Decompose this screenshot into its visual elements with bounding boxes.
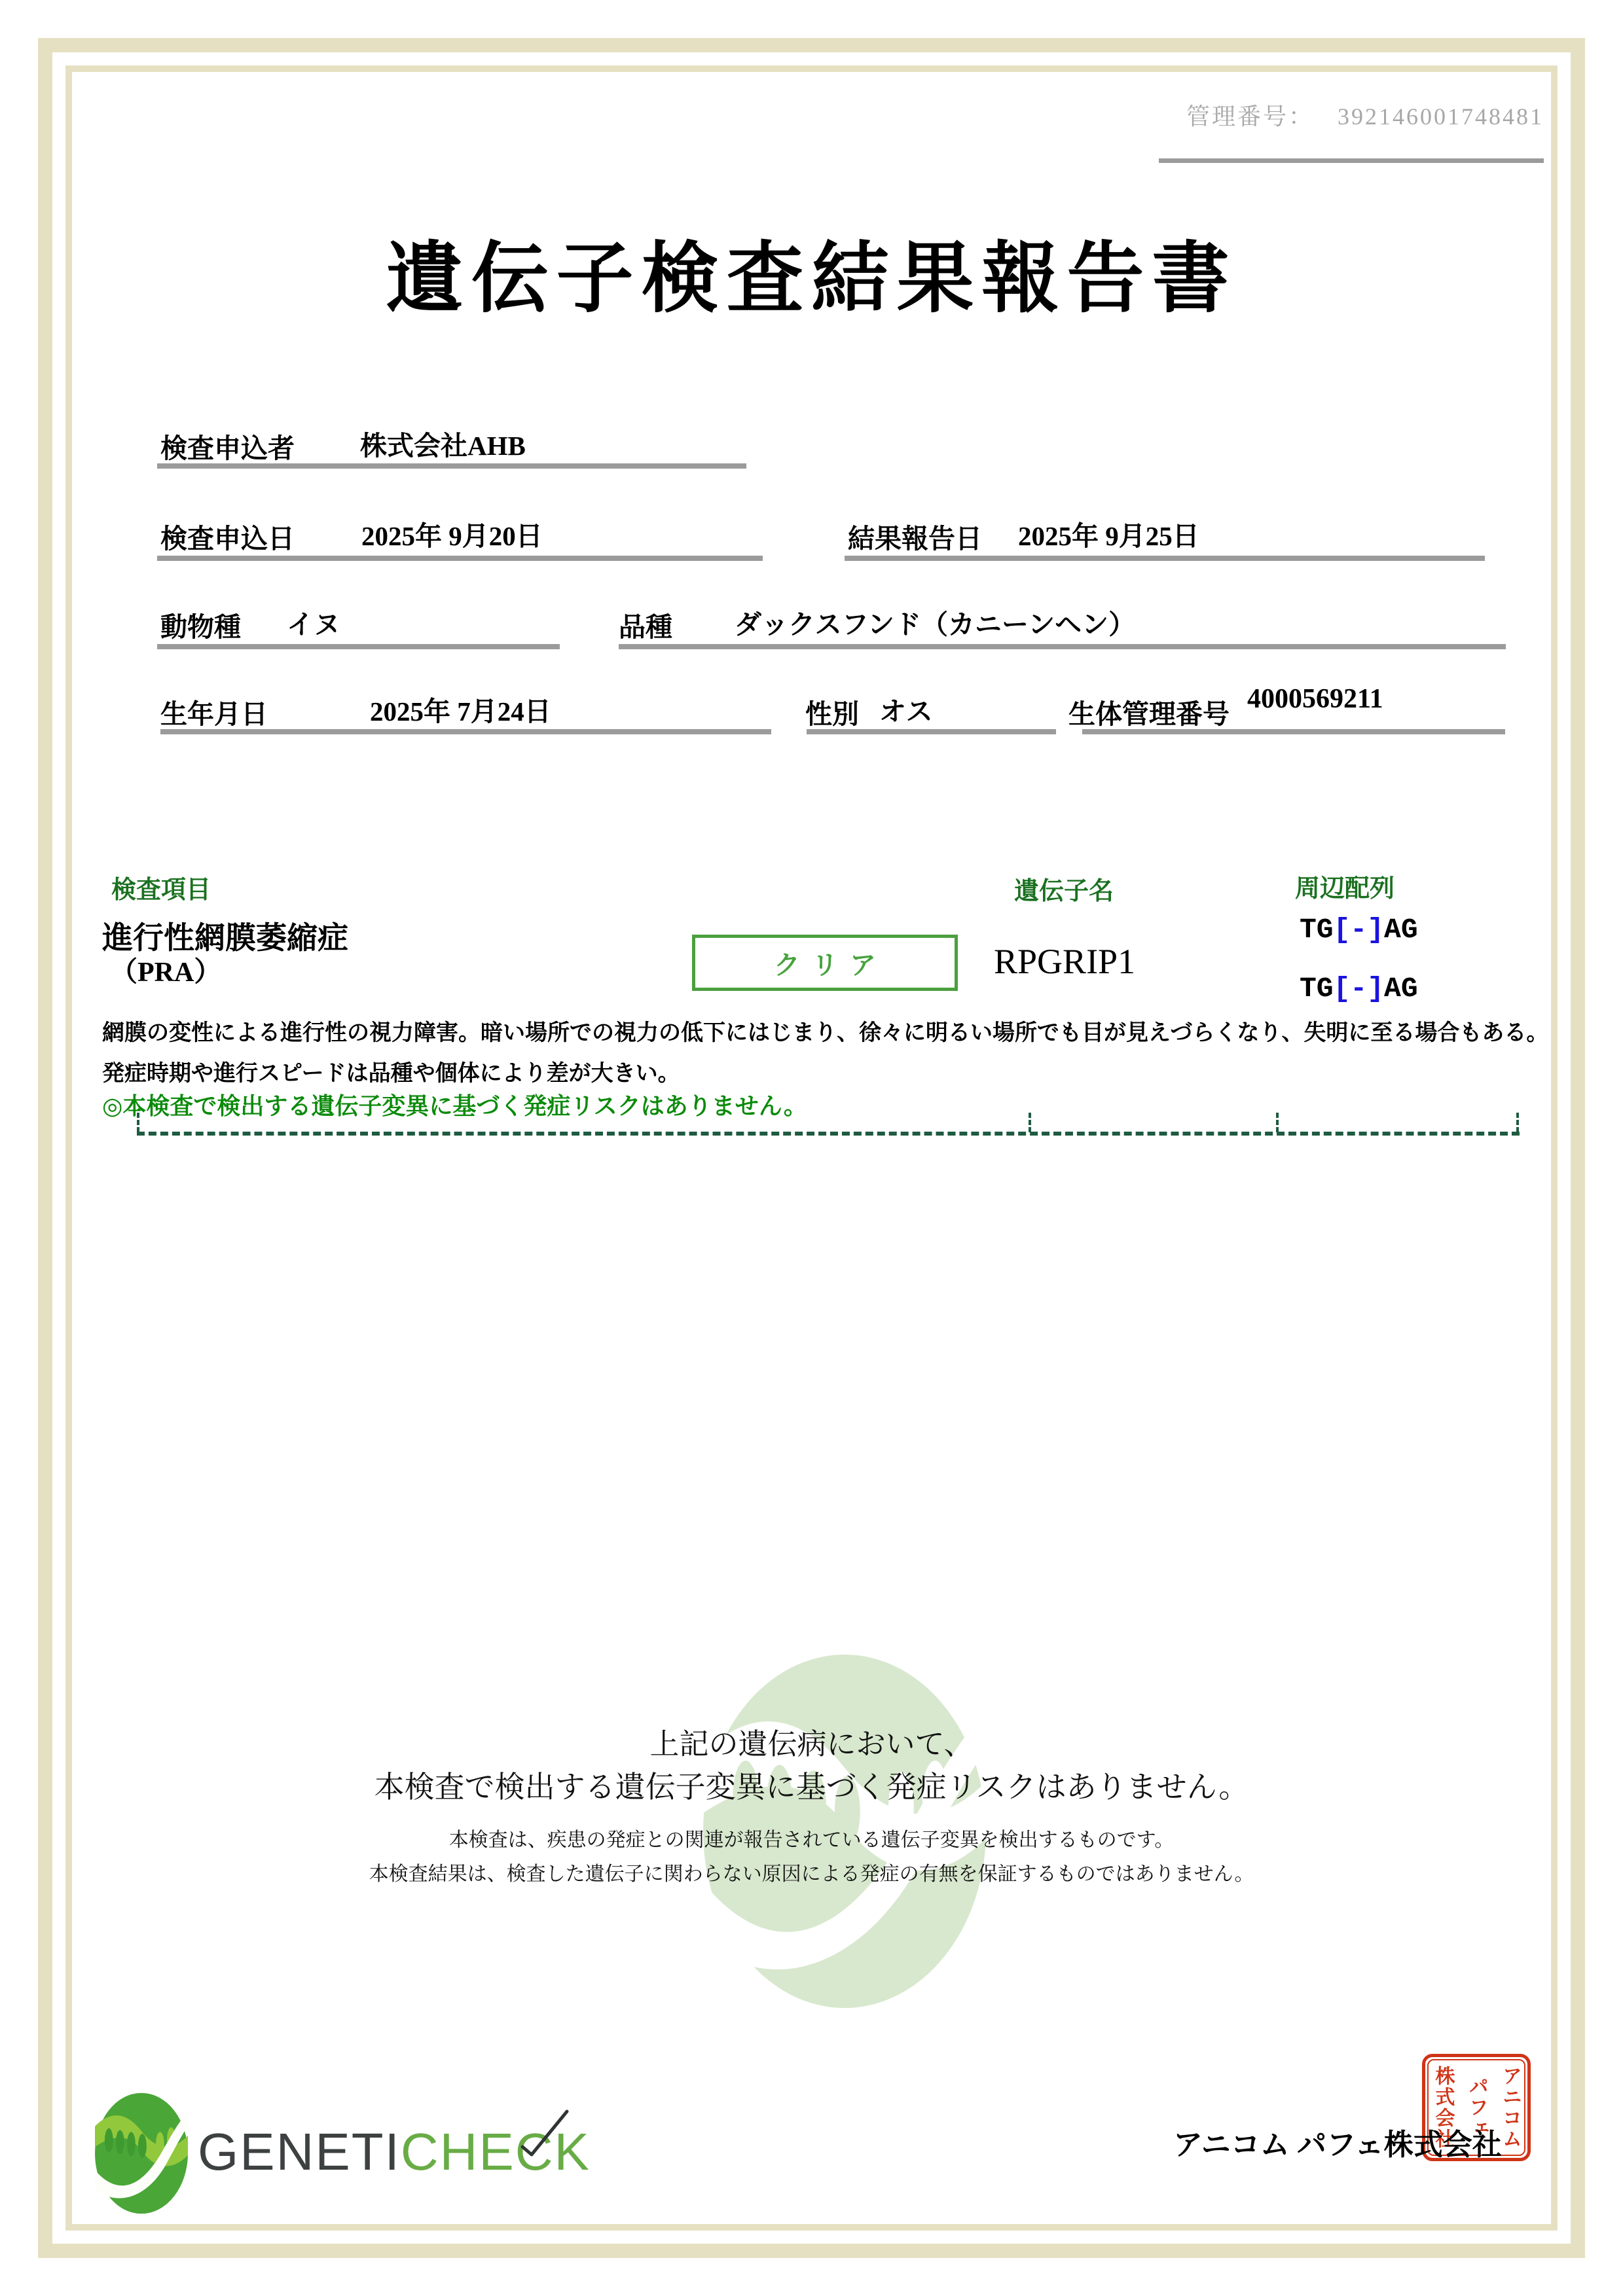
summary-line1: 上記の遺伝病において、 bbox=[649, 1727, 974, 1761]
sex-value: オス bbox=[879, 696, 933, 726]
allele1-suffix: AG bbox=[1384, 914, 1418, 946]
allele1-bracket: [-] bbox=[1333, 914, 1385, 946]
management-number-value: 392146001748481 bbox=[1338, 103, 1544, 130]
management-number bbox=[1093, 98, 1544, 132]
disease-name: 進行性網膜萎縮症 bbox=[102, 922, 348, 956]
birth-underline bbox=[160, 729, 771, 734]
disease-description-line1: 網膜の変性による進行性の視力障害。暗い場所での視力の低下にはじまり、徐々に明るい場所でも目が見えづらくなり、失明に至る場合もある。 bbox=[102, 1021, 1549, 1045]
breed-label: 品種 bbox=[619, 612, 672, 642]
birth-label: 生年月日 bbox=[160, 699, 268, 729]
table-divider-mid1 bbox=[1029, 1113, 1031, 1132]
allele2-bracket: [-] bbox=[1333, 973, 1385, 1005]
seal-column-left: 株式会社 bbox=[1432, 2066, 1454, 2149]
page-title: 遺伝子検査結果報告書 bbox=[386, 236, 1237, 322]
wordmark-check: CHECK bbox=[400, 2123, 591, 2181]
test-item-header: 検査項目 bbox=[111, 876, 211, 904]
disease-description-line2: 発症時期や進行スピードは品種や個体により差が大きい。 bbox=[102, 1062, 680, 1086]
report-date-underline bbox=[845, 556, 1485, 561]
sequence-header: 周辺配列 bbox=[1295, 875, 1395, 903]
result-badge bbox=[692, 935, 958, 991]
summary-note2: 本検査結果は、検査した遺伝子に関わらない原因による発症の有無を保証するものではありません。 bbox=[369, 1863, 1254, 1886]
company-name: アニコム パフェ株式会社 bbox=[1173, 2128, 1502, 2161]
geneticheck-logo-mark bbox=[95, 2089, 188, 2217]
animal-id-label: 生体管理番号 bbox=[1068, 699, 1230, 729]
animal-id-underline bbox=[1082, 729, 1505, 734]
disease-abbreviation: （PRA） bbox=[110, 958, 222, 988]
wordmark-geneti: GENETI bbox=[198, 2123, 401, 2181]
sex-underline bbox=[807, 729, 1056, 734]
species-underline bbox=[157, 644, 560, 649]
table-divider-mid2 bbox=[1276, 1113, 1279, 1132]
report-date-value: 2025年 9月25日 bbox=[1018, 521, 1199, 551]
summary-note1: 本検査は、疾患の発症との関連が報告されている遺伝子変異を検出するものです。 bbox=[448, 1829, 1175, 1852]
sequence-allele-2 bbox=[1300, 973, 1418, 1005]
checkmark-icon bbox=[517, 2109, 570, 2161]
applicant-value: 株式会社AHB bbox=[360, 431, 526, 461]
breed-underline bbox=[619, 644, 1506, 649]
applicant-label: 検査申込者 bbox=[160, 433, 295, 463]
apply-date-label: 検査申込日 bbox=[160, 524, 295, 554]
allele1-prefix: TG bbox=[1300, 914, 1334, 946]
species-value: イヌ bbox=[287, 609, 340, 639]
apply-date-underline bbox=[157, 556, 763, 561]
allele2-prefix: TG bbox=[1300, 973, 1334, 1005]
table-divider-left bbox=[137, 1113, 139, 1132]
seal-column-middle: パフェ bbox=[1465, 2076, 1487, 2139]
report-date-label: 結果報告日 bbox=[848, 524, 982, 554]
table-bottom-dashed-line bbox=[137, 1132, 1520, 1136]
allele2-suffix: AG bbox=[1384, 973, 1418, 1005]
risk-note: ◎本検査で検出する遺伝子変異に基づく発症リスクはありません。 bbox=[102, 1093, 807, 1119]
applicant-underline bbox=[157, 463, 746, 469]
gene-name-header: 遺伝子名 bbox=[1014, 878, 1114, 905]
result-badge-label: クリア bbox=[774, 950, 888, 980]
species-label: 動物種 bbox=[160, 612, 241, 642]
sequence-allele-1 bbox=[1300, 914, 1418, 946]
seal-column-right: アニコム bbox=[1499, 2066, 1521, 2149]
birth-value: 2025年 7月24日 bbox=[370, 696, 551, 726]
apply-date-value: 2025年 9月20日 bbox=[361, 521, 543, 551]
management-number-underline bbox=[1159, 158, 1544, 163]
management-number-label: 管理番号： bbox=[1186, 103, 1314, 130]
animal-id-value: 4000569211 bbox=[1247, 684, 1383, 714]
gene-name-value: RPGRIP1 bbox=[994, 942, 1136, 981]
summary-line2: 本検査で検出する遺伝子変異に基づく発症リスクはありません。 bbox=[374, 1769, 1249, 1804]
sex-label: 性別 bbox=[805, 699, 859, 729]
breed-value: ダックスフンド（カニーンヘン） bbox=[735, 609, 1136, 639]
table-divider-right bbox=[1516, 1113, 1519, 1132]
